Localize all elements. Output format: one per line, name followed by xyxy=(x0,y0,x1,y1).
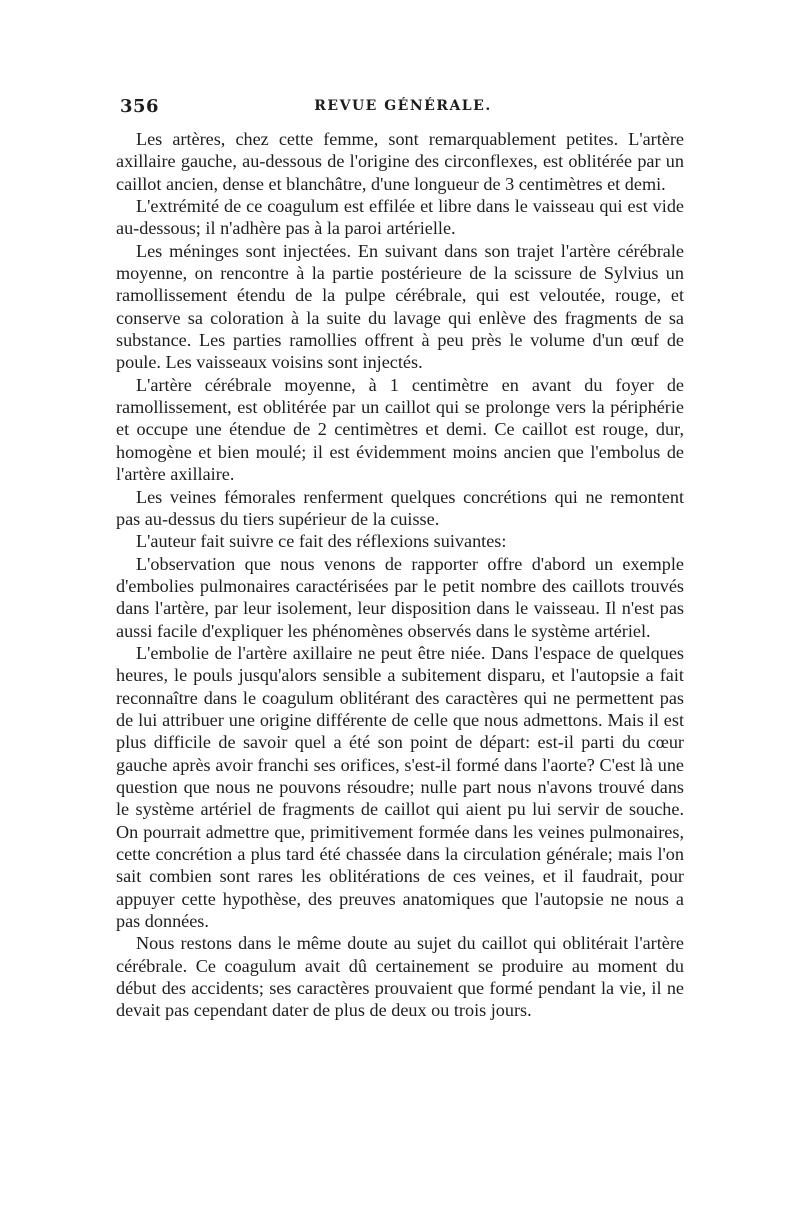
running-head: REVUE GÉNÉRALE. xyxy=(314,98,492,114)
paragraph-meninges: Les méninges sont injectées. En suivant dans son trajet l'artère cérébrale moyenne, on rencontre à la partie postérieure de la scissure de Sylvius un ramollissement étendu de la pulpe cérébrale, qui est veloutée, rouge, et conserve sa coloration à la suite du lavage qui enlève des fragments de sa substance. Les parties ramollies offrent à peu près le volume d'un œuf de poule. Les vaisseaux voisins sont injectés. xyxy=(116,240,684,373)
body-text xyxy=(116,128,684,1022)
page-number: 356 xyxy=(120,96,160,117)
paragraph-cerebral-clot-doubt: Nous restons dans le même doute au sujet du caillot qui oblitérait l'artère cérébrale. Ce coagulum avait dû certainement se produire au moment du début des accidents; ses caractères prouvaient que formé pendant la vie, il ne devait pas cependant dater de plus de deux ou trois jours. xyxy=(116,933,684,1021)
page-header xyxy=(120,96,686,120)
paragraph-arteries: Les artères, chez cette femme, sont remarquablement petites. L'artère axillaire gauche, au-dessous de l'origine des circonflexes, est oblitérée par un caillot ancien, dense et blanchâtre, d'une longueur de 3 centimètres et demi. xyxy=(116,129,684,194)
paragraph-reflections-intro: L'auteur fait suivre ce fait des réflexions suivantes: xyxy=(136,531,507,552)
paragraph-coagulum-extremity: L'extrémité de ce coagulum est effilée et libre dans le vaisseau qui est vide au-dessous; il n'adhère pas à la paroi artérielle. xyxy=(116,196,684,239)
paragraph-femoral-veins: Les veines fémorales renferment quelques concrétions qui ne remontent pas au-dessus du tiers supérieur de la cuisse. xyxy=(116,486,684,529)
paragraph-cerebral-artery: L'artère cérébrale moyenne, à 1 centimètre en avant du foyer de ramollissement, est oblitérée par un caillot qui se prolonge vers la périphérie et occupe une étendue de 2 centimètres et demi. Ce caillot est rouge, dur, homogène et bien moulé; il est évidemment moins ancien que l'embolus de l'artère axillaire. xyxy=(116,374,684,485)
paragraph-observation: L'observation que nous venons de rapporter offre d'abord un exemple d'embolies pulmonaires caractérisées par le petit nombre des caillots trouvés dans l'artère, par leur isolement, leur disposition dans le vaisseau. Il n'est pas aussi facile d'expliquer les phénomènes observés dans le système artériel. xyxy=(116,553,684,641)
paragraph-axillary-embolism: L'embolie de l'artère axillaire ne peut être niée. Dans l'espace de quelques heures, le pouls jusqu'alors sensible a subitement disparu, et l'autopsie a fait reconnaître dans le coagulum oblitérant des caractères qui ne permettent pas de lui attribuer une origine différente de celle que nous admettons. Mais il est plus difficile de savoir quel a été son point de départ: est-il parti du cœur gauche après avoir franchi ses orifices, s'est-il formé dans l'aorte? C'est là une question que nous ne pouvons résoudre; nulle part nous n'avons trouvé dans le système artériel de fragments de caillot qui aient pu lui servir de souche. On pourrait admettre que, primitivement formée dans les veines pulmonaires, cette concrétion a plus tard été chassée dans la circulation générale; mais l'on sait combien sont rares les oblitérations de ces veines, et il faudrait, pour appuyer cette hypothèse, des preuves anatomiques que l'autopsie ne nous a pas données. xyxy=(116,642,684,932)
